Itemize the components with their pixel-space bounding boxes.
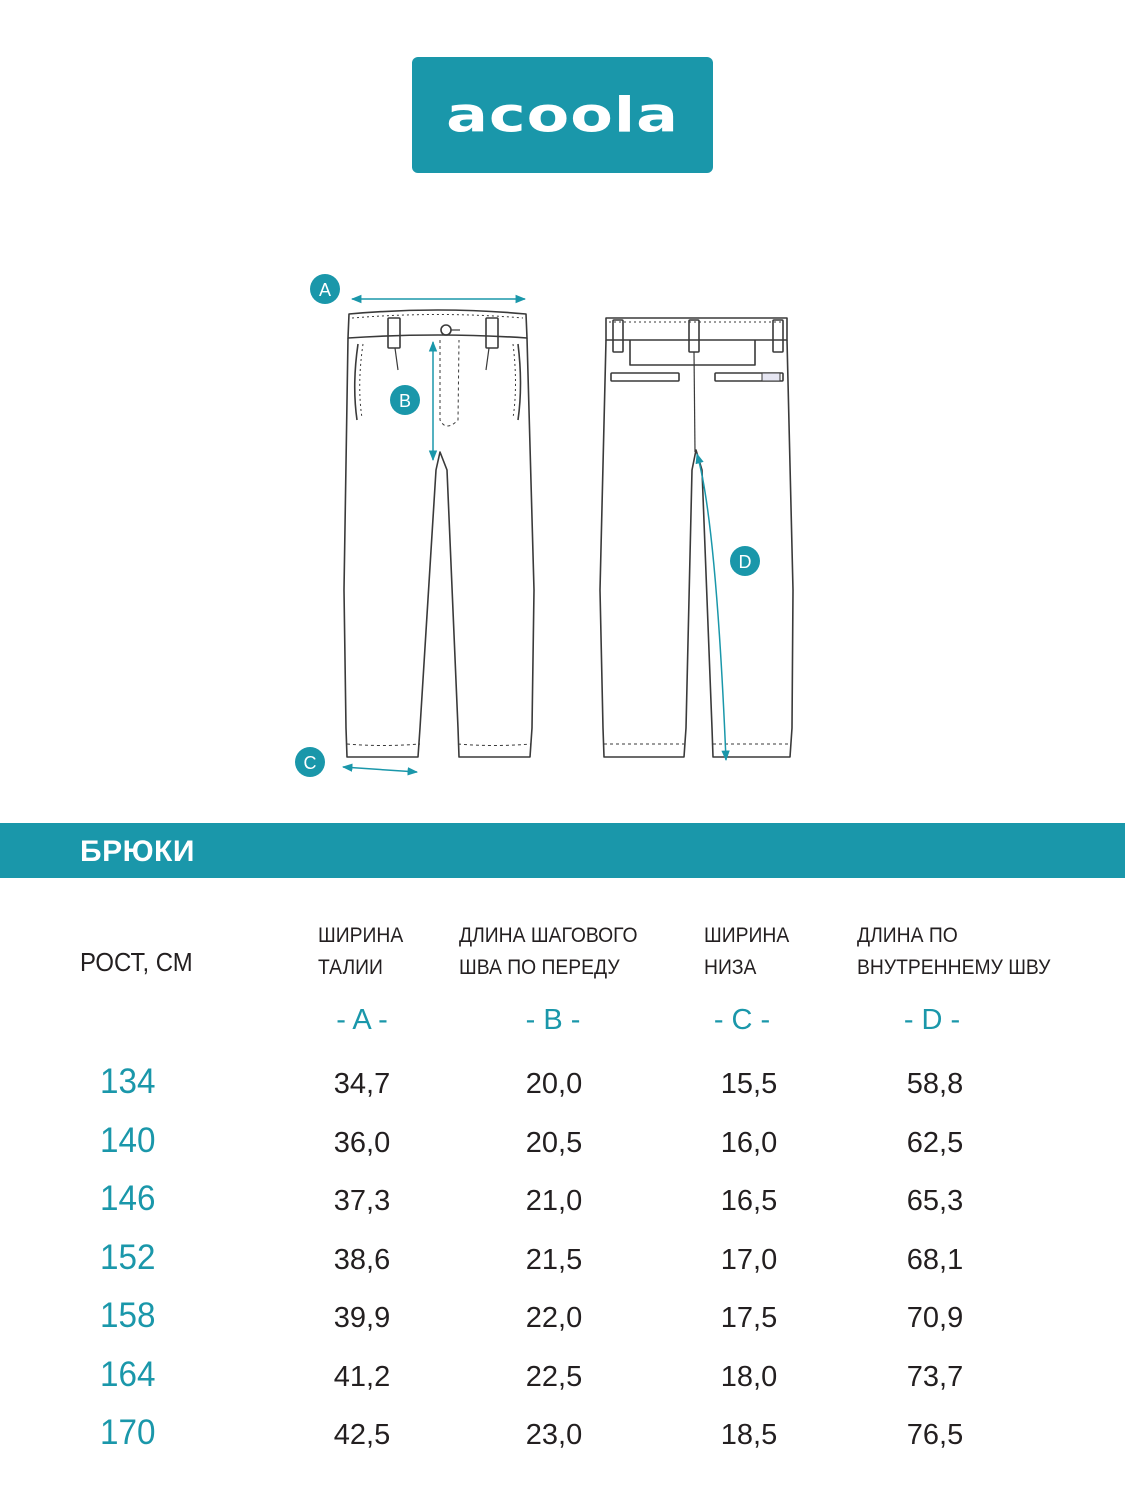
row-value-a: 39,9 <box>333 1302 391 1334</box>
row-value-c: 15,5 <box>720 1068 778 1100</box>
row-value-a: 38,6 <box>333 1244 391 1276</box>
row-value-a: 37,3 <box>333 1185 391 1217</box>
row-value-b: 21,0 <box>525 1185 583 1217</box>
row-value-d: 76,5 <box>906 1419 964 1451</box>
column-header-a <box>318 920 403 984</box>
row-value-d: 62,5 <box>906 1127 964 1159</box>
row-value-c: 18,5 <box>720 1419 778 1451</box>
section-band <box>0 823 1125 878</box>
label-a: A <box>318 280 332 300</box>
column-header-d-line2: ВНУТРЕННЕМУ ШВУ <box>857 956 1051 979</box>
row-size: 164 <box>100 1355 156 1394</box>
table-row <box>0 1413 1125 1471</box>
measure-d <box>697 454 760 760</box>
table-row <box>0 1179 1125 1237</box>
row-size: 134 <box>100 1062 156 1101</box>
column-header-c <box>704 920 789 984</box>
column-letter-b: - B - <box>525 1004 581 1036</box>
table-row <box>0 1238 1125 1296</box>
row-value-d: 70,9 <box>906 1302 964 1334</box>
row-value-b: 20,0 <box>525 1068 583 1100</box>
row-value-d: 68,1 <box>906 1244 964 1276</box>
row-size: 170 <box>100 1413 156 1452</box>
column-header-d-line1: ДЛИНА ПО <box>857 924 958 947</box>
row-value-d: 58,8 <box>906 1068 964 1100</box>
row-value-a: 34,7 <box>333 1068 391 1100</box>
section-title: БРЮКИ <box>80 835 195 868</box>
label-c: C <box>303 753 317 773</box>
row-size: 146 <box>100 1179 156 1218</box>
label-b: B <box>398 391 412 411</box>
row-size: 152 <box>100 1238 156 1277</box>
row-value-c: 17,0 <box>720 1244 778 1276</box>
row-value-d: 73,7 <box>906 1361 964 1393</box>
measure-a <box>310 274 525 304</box>
column-letter-a: - A - <box>336 1004 388 1036</box>
column-header-a-line1: ШИРИНА <box>318 924 404 947</box>
column-header-d <box>857 920 1050 984</box>
row-size: 158 <box>100 1296 156 1335</box>
table-row <box>0 1121 1125 1179</box>
row-value-b: 22,0 <box>525 1302 583 1334</box>
pants-back-view <box>600 318 793 757</box>
pants-front-view <box>344 310 534 757</box>
label-d: D <box>738 552 752 572</box>
table-row <box>0 1355 1125 1413</box>
row-value-b: 23,0 <box>525 1419 583 1451</box>
row-value-d: 65,3 <box>906 1185 964 1217</box>
size-header: РОСТ, СМ <box>80 947 193 977</box>
column-header-b-line2: ШВА ПО ПЕРЕДУ <box>459 956 620 979</box>
measure-c <box>295 747 417 777</box>
row-size: 140 <box>100 1121 156 1160</box>
pants-technical-drawing <box>0 260 1125 800</box>
column-letter-d: - D - <box>903 1004 961 1036</box>
row-value-b: 20,5 <box>525 1127 583 1159</box>
column-header-b <box>459 920 638 984</box>
table-row <box>0 1062 1125 1120</box>
column-letter-c: - C - <box>713 1004 771 1036</box>
row-value-c: 16,5 <box>720 1185 778 1217</box>
row-value-b: 22,5 <box>525 1361 583 1393</box>
row-value-c: 16,0 <box>720 1127 778 1159</box>
row-value-b: 21,5 <box>525 1244 583 1276</box>
row-value-a: 41,2 <box>333 1361 391 1393</box>
row-value-a: 42,5 <box>333 1419 391 1451</box>
table-row <box>0 1296 1125 1354</box>
column-header-c-line1: ШИРИНА <box>704 924 790 947</box>
brand-logo <box>412 57 713 173</box>
row-value-c: 18,0 <box>720 1361 778 1393</box>
brand-logo-text: acoola <box>446 86 679 144</box>
row-value-a: 36,0 <box>333 1127 391 1159</box>
column-header-b-line1: ДЛИНА ШАГОВОГО <box>459 924 638 947</box>
column-header-a-line2: ТАЛИИ <box>318 956 383 979</box>
column-header-c-line2: НИЗА <box>704 956 757 979</box>
row-value-c: 17,5 <box>720 1302 778 1334</box>
